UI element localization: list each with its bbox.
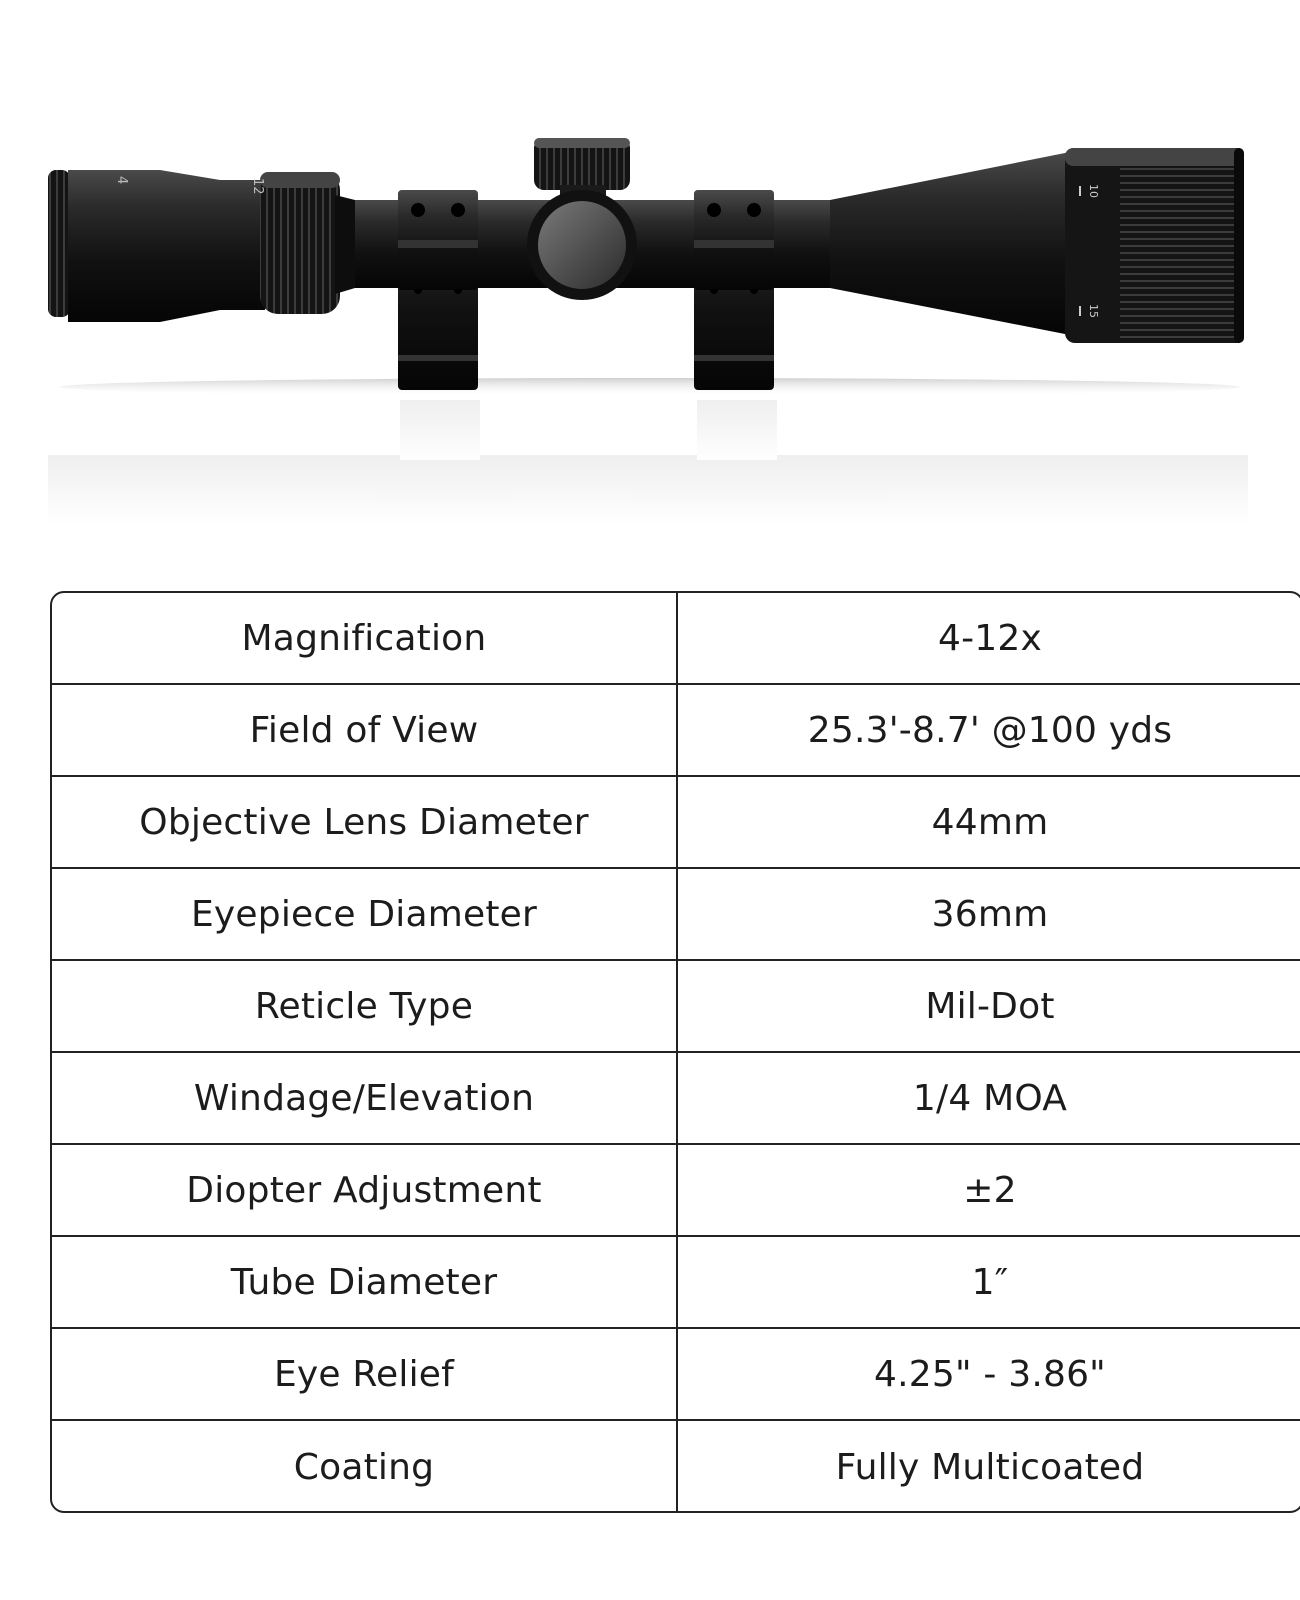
spec-value: ±2 [963, 1169, 1017, 1211]
spec-label: Objective Lens Diameter [52, 777, 678, 867]
spec-label: Field of View [52, 685, 678, 775]
rifle-scope-illustration [0, 0, 1300, 560]
scope-objective-bell [830, 148, 1244, 343]
spec-value: Fully Multicoated [835, 1446, 1145, 1488]
spec-value: 4-12x [937, 617, 1042, 659]
spec-label: Reticle Type [52, 961, 678, 1051]
spec-value: Mil-Dot [925, 985, 1055, 1027]
spec-label: Tube Diameter [52, 1237, 678, 1327]
spec-table [50, 591, 1300, 1513]
spec-label: Eye Relief [52, 1329, 678, 1419]
spec-label: Eyepiece Diameter [52, 869, 678, 959]
spec-value: 1/4 MOA [912, 1077, 1068, 1119]
spec-row [52, 777, 1300, 869]
spec-value: 4.25" - 3.86" [874, 1353, 1106, 1395]
focus-marking-10: 10 [1087, 184, 1100, 198]
spec-row [52, 961, 1300, 1053]
eyepiece-marking: 4 [114, 176, 129, 185]
spec-value: 25.3'-8.7' @100 yds [807, 709, 1173, 751]
spec-row [52, 1237, 1300, 1329]
spec-label: Coating [52, 1421, 678, 1513]
spec-label: Diopter Adjustment [52, 1145, 678, 1235]
product-image [0, 0, 1300, 560]
scope-shadow [60, 378, 1240, 396]
spec-row [52, 1145, 1300, 1237]
spec-row [52, 1053, 1300, 1145]
scope-eyepiece [48, 170, 355, 322]
spec-label: Magnification [52, 593, 678, 683]
spec-value: 36mm [931, 893, 1049, 935]
spec-row [52, 869, 1300, 961]
spec-row [52, 1329, 1300, 1421]
spec-row [52, 593, 1300, 685]
focus-marking-15: 15 [1087, 304, 1100, 318]
spec-row [52, 685, 1300, 777]
spec-row [52, 1421, 1300, 1513]
scope-reflection [48, 400, 1248, 525]
spec-label: Windage/Elevation [52, 1053, 678, 1143]
spec-value: 44mm [931, 801, 1049, 843]
spec-value: 1″ [971, 1261, 1009, 1303]
power-ring-marking: 12 [250, 178, 265, 195]
elevation-turret [527, 138, 637, 300]
